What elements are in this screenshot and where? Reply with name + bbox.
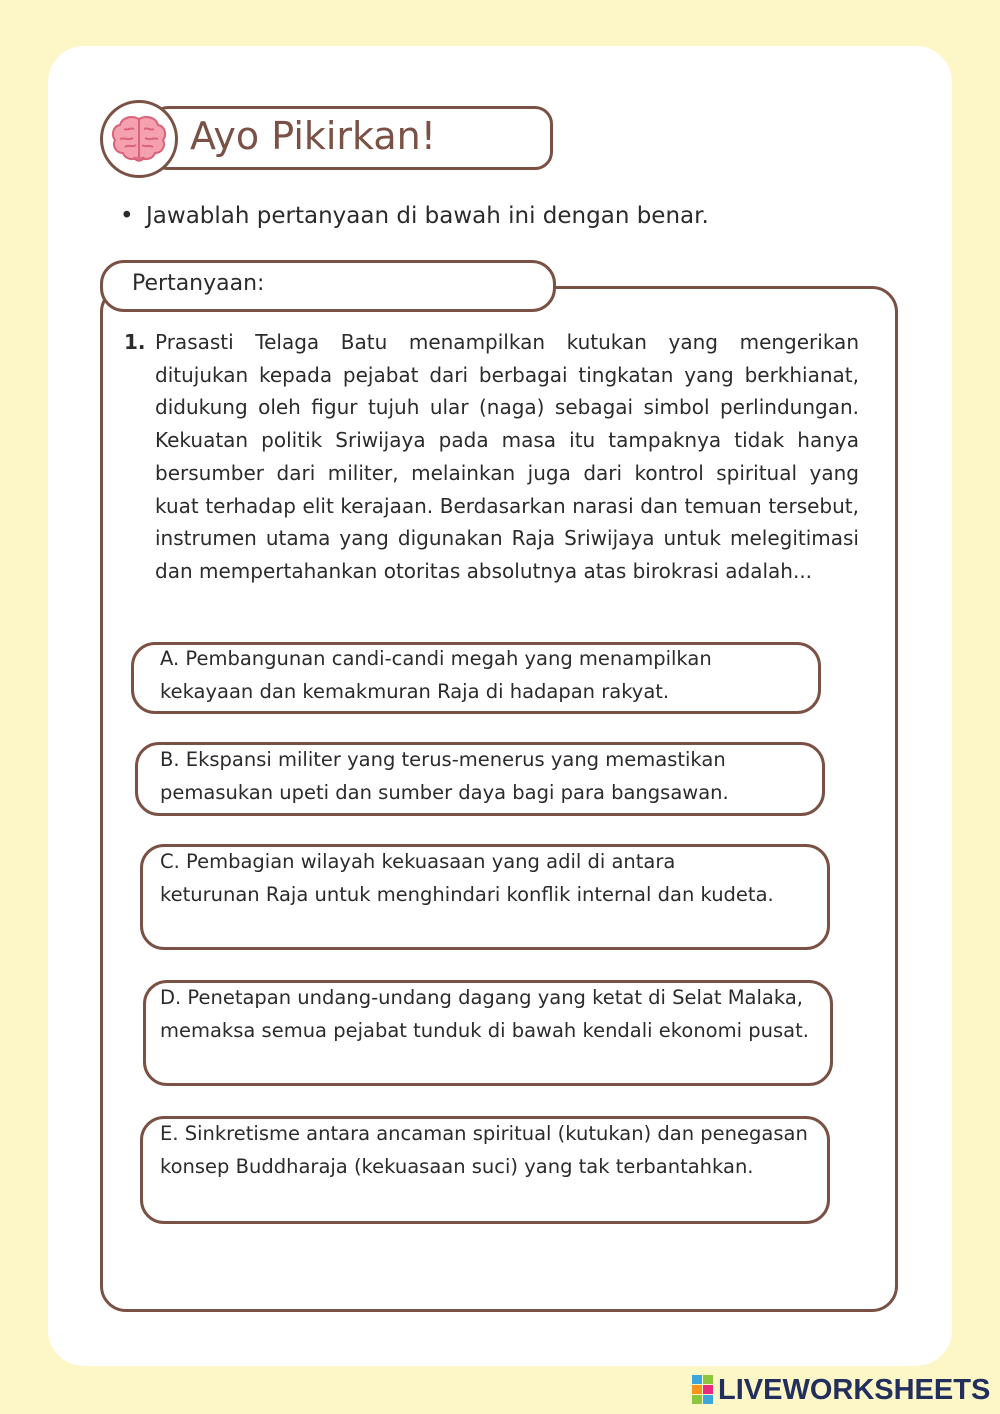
- option-e-text: E. Sinkretisme antara ancaman spiritual (kutukan) dan penegasan konsep Buddharaja (kekuasaan suci) yang tak terbantahkan.: [160, 1122, 808, 1178]
- question-text: Prasasti Telaga Batu menampilkan kutukan yang mengerikan ditujukan kepada pejabat dari berbagai tingkatan yang berkhianat, didukung oleh figur tujuh ular (naga) sebagai simbol perlindungan. Kekuatan politik Sriwijaya pada masa itu tampaknya tidak hanya bersumber dari militer, melainkan juga dari kontrol spiritual yang kuat terhadap elit kerajaan. Berdasarkan narasi dan temuan tersebut, instrumen utama yang digunakan Raja Sriwijaya untuk melegitimasi dan mempertahankan otoritas absolutnya atas birokrasi adalah...: [155, 330, 859, 583]
- instruction-text: Jawablah pertanyaan di bawah ini dengan benar.: [146, 203, 709, 229]
- option-a-text: A. Pembangunan candi-candi megah yang menampilkan kekayaan dan kemakmuran Raja di hadapan rakyat.: [160, 647, 712, 703]
- question-label: Pertanyaan:: [132, 271, 265, 296]
- brain-icon: [110, 113, 168, 165]
- question-number: 1.: [124, 330, 146, 354]
- option-b-text: B. Ekspansi militer yang terus-menerus yang memastikan pemasukan upeti dan sumber daya bagi para bangsawan.: [160, 748, 729, 804]
- option-c-text: C. Pembagian wilayah kekuasaan yang adil di antara keturunan Raja untuk menghindari konflik internal dan kudeta.: [160, 850, 774, 906]
- brain-badge: [100, 100, 178, 178]
- bullet: •: [120, 203, 134, 229]
- logo-text: LIVEWORKSHEETS: [718, 1373, 991, 1406]
- option-d-text: D. Penetapan undang-undang dagang yang ketat di Selat Malaka, memaksa semua pejabat tunduk di bawah kendali ekonomi pusat.: [160, 986, 809, 1042]
- liveworksheets-logo: [692, 1373, 990, 1407]
- liveworksheets-icon: [692, 1375, 714, 1405]
- page-title: Ayo Pikirkan!: [190, 114, 436, 158]
- instruction: [120, 198, 709, 234]
